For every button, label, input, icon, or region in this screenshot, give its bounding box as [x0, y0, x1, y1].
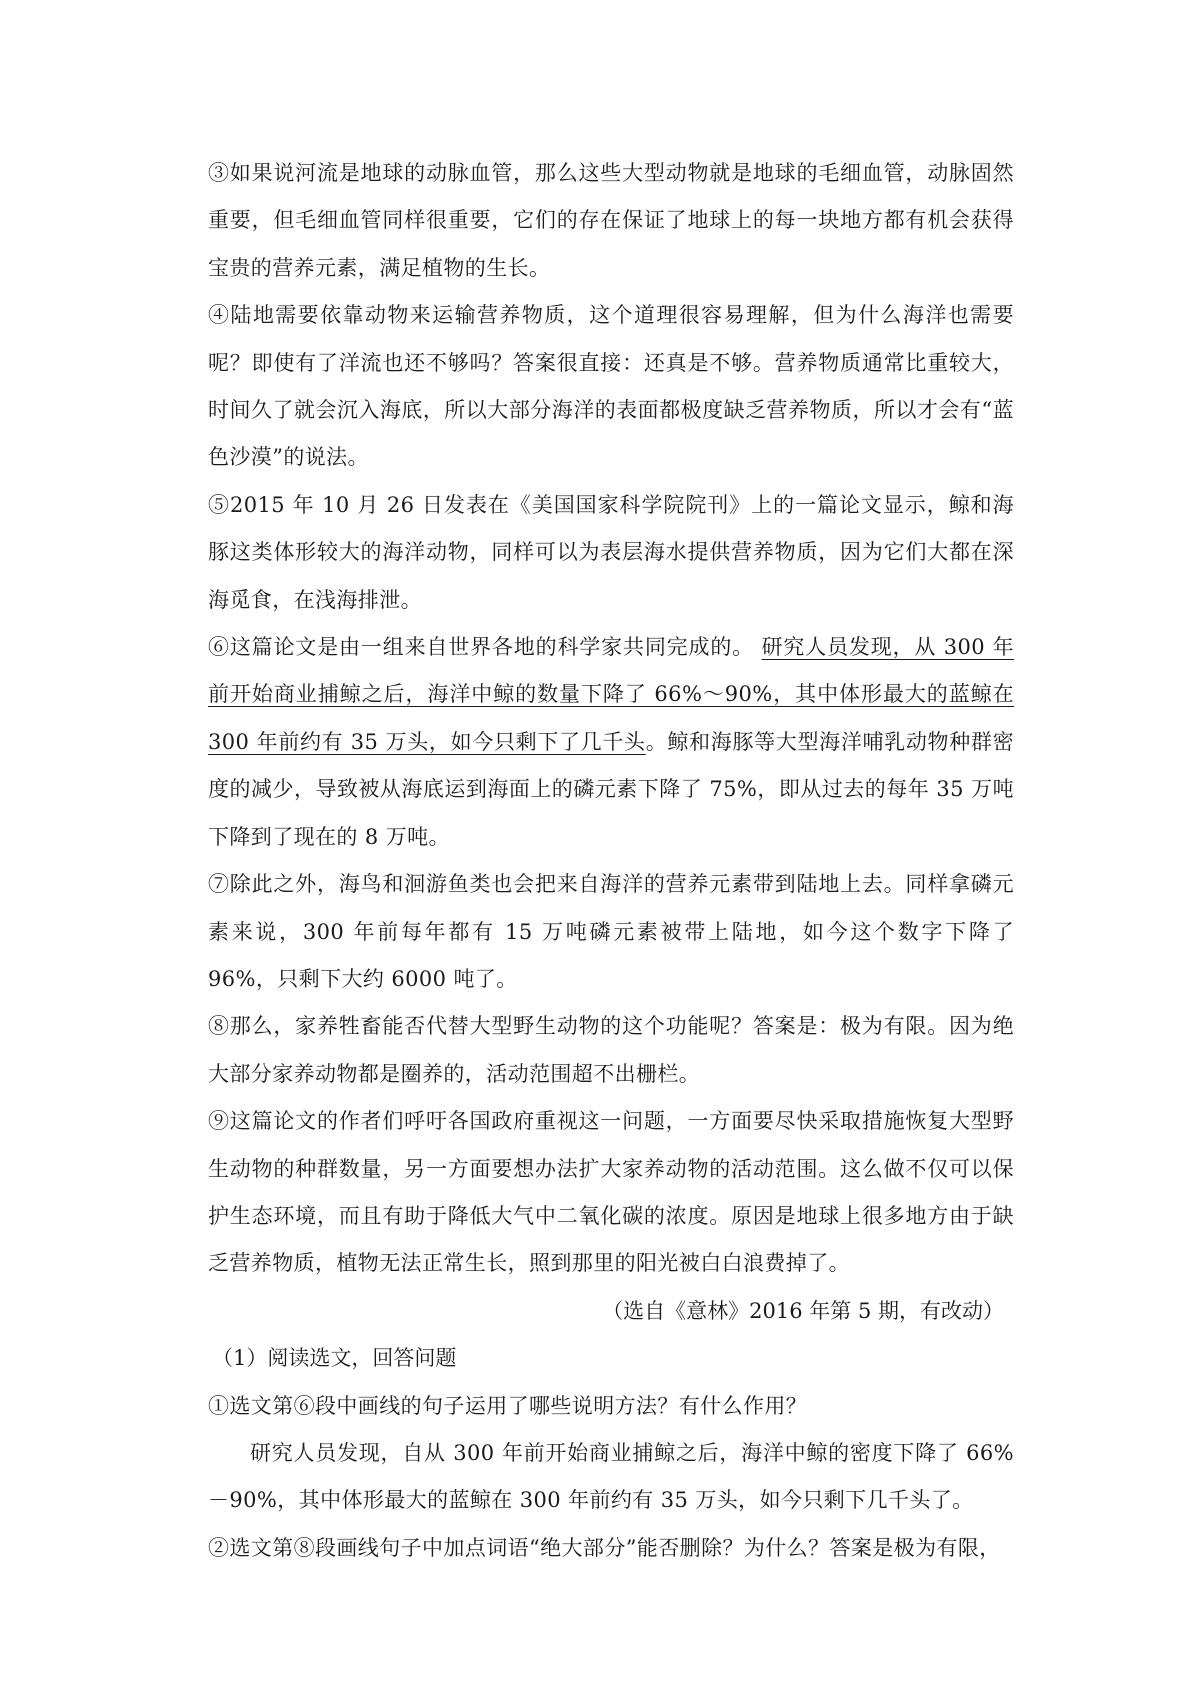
underlined-sentence: 研究人员发现，从 300 年前开始商业捕鲸之后，海洋中鲸的数量下降了 66%～90%，其中体形最大的蓝鲸在 300 年前约有 35 万头，如今只剩下了几千头: [208, 635, 1014, 754]
question-2: ②选文第⑧段画线句子中加点词语“绝大部分”能否删除？为什么？答案是极为有限，: [208, 1535, 1001, 1560]
paragraph-9: ⑨这篇论文的作者们呼吁各国政府重视这一问题，一方面要尽快采取措施恢复大型野生动物的种群数量，另一方面要想办法扩大家养动物的活动范围。这么做不仅可以保护生态环境，而且有助于降低大气中二氧化碳的浓度。原因是地球上很多地方由于缺乏营养物质，植物无法正常生长，照到那里的阳光被白白浪费掉了。: [208, 1109, 1014, 1276]
paragraph-6: [208, 624, 1014, 861]
paragraph-5: ⑤2015 年 10 月 26 日发表在《美国国家科学院院刊》上的一篇论文显示，鲸和海豚这类体形较大的海洋动物，同样可以为表层海水提供营养物质，因为它们大都在深海觅食，在浅海排泄。: [208, 492, 1014, 612]
question-1: ①选文第⑥段中画线的句子运用了哪些说明方法？有什么作用？: [208, 1393, 808, 1418]
question-1-quote: 研究人员发现，自从 300 年前开始商业捕鲸之后，海洋中鲸的密度下降了 66%－90%，其中体形最大的蓝鲸在 300 年前约有 35 万头，如今只剩下几千头了。: [208, 1440, 1014, 1513]
question-heading: （1）阅读选文，回答问题: [212, 1346, 457, 1371]
paragraph-6-start: ⑥这篇论文是由一组来自世界各地的科学家共同完成的。: [208, 635, 762, 660]
document-page: [208, 150, 1014, 1572]
source-citation: （选自《意林》2016 年第 5 期，有改动）: [602, 1298, 1004, 1323]
paragraph-6-end: 。鲸和海豚等大型海洋哺乳动物种群密度的减少，导致被从海底运到海面上的磷元素下降了 75%，即从过去的每年 35 万吨下降到了现在的 8 万吨。: [208, 729, 1014, 849]
paragraph-7: ⑦除此之外，海鸟和洄游鱼类也会把来自海洋的营养元素带到陆地上去。同样拿磷元素来说，300 年前每年都有 15 万吨磷元素被带上陆地，如今这个数字下降了 96%，只剩下大约 6000 吨了。: [208, 872, 1014, 991]
paragraph-3: ③如果说河流是地球的动脉血管，那么这些大型动物就是地球的毛细血管，动脉固然重要，但毛细血管同样很重要，它们的存在保证了地球上的每一块地方都有机会获得宝贵的营养元素，满足植物的生长。: [208, 161, 1014, 280]
paragraph-8: ⑧那么，家养牲畜能否代替大型野生动物的这个功能呢？答案是：极为有限。因为绝大部分家养动物都是圈养的，活动范围超不出栅栏。: [208, 1014, 1014, 1086]
paragraph-4: ④陆地需要依靠动物来运输营养物质，这个道理很容易理解，但为什么海洋也需要呢？即使有了洋流也还不够吗？答案很直接：还真是不够。营养物质通常比重较大，时间久了就会沉入海底，所以大部分海洋的表面都极度缺乏营养物质，所以才会有“蓝色沙漠”的说法。: [208, 303, 1014, 470]
